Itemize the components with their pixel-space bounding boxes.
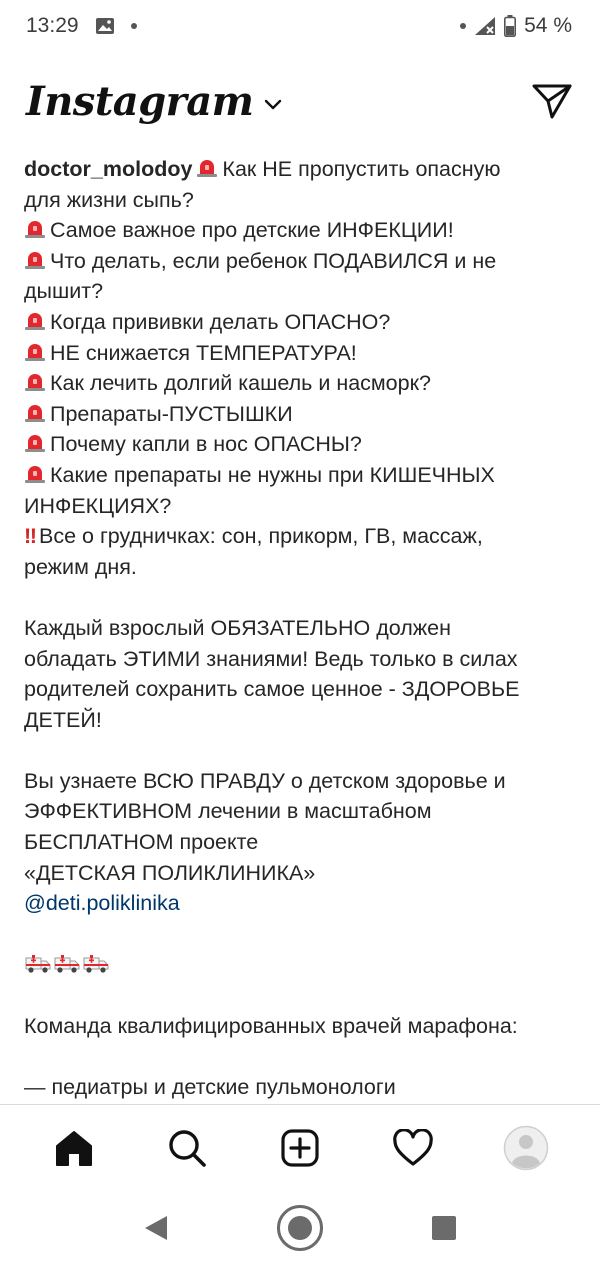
ambulance-icon [82,952,110,974]
signal-icon [474,16,496,36]
image-icon [95,17,115,35]
police-siren-icon [24,311,46,331]
system-recents-button[interactable] [372,1198,516,1258]
activity-heart-icon [392,1129,434,1167]
nav-activity-button[interactable] [383,1118,443,1178]
battery-percent: 54 % [524,14,572,37]
search-icon [167,1128,207,1168]
nav-search-button[interactable] [157,1118,217,1178]
post-caption: doctor_molodoy Как НЕ пропустить опасную для жизни сыпь? Самое важное про детские ИНФЕКЦИИ! Что делать, если ребенок ПОДАВИЛСЯ и не дышит? Когда прививки делать ОПАСНО? НЕ снижается ТЕМПЕРАТУРА! Как лечить долгий кашель и насморк? Препараты-ПУСТЫШКИ Почему капли в нос ОПАСНЫ? Какие препараты не нужны при КИШЕЧНЫХ ИНФЕКЦИЯХ? ‼ Все о грудничках: сон, прикорм, ГВ, массаж, режим дня. Каждый взрослый ОБЯЗАТЕЛЬНО должен обладать ЭТИМИ знаниями! Ведь только в силах родителей сохранить самое ценное - ЗДОРОВЬЕ ДЕТЕЙ! Вы узнаете ВСЮ ПРАВДУ о детском здоровье и ЭФФЕКТИВНОМ лечении в масштабном БЕСПЛАТНОМ проекте «ДЕТСКАЯ ПОЛИКЛИНИКА» @deti.poliklinika Команда квалифицированных врачей марафона: — педиатры и детские пульмонологи [24,154,580,1102]
double-exclamation-icon: ‼ [24,524,35,549]
system-back-button[interactable] [84,1198,228,1258]
battery-icon [504,15,516,37]
system-navigation [0,1190,600,1266]
home-circle-icon [276,1204,324,1252]
back-icon [143,1214,169,1242]
police-siren-icon [24,464,46,484]
system-home-button[interactable] [228,1198,372,1258]
police-siren-icon [24,403,46,423]
police-siren-icon [24,372,46,392]
notification-dot-icon [131,23,137,29]
ambulance-icon [24,952,52,974]
nav-home-button[interactable] [44,1118,104,1178]
profile-avatar-icon [503,1125,549,1171]
direct-send-icon [532,83,572,119]
nav-new-post-button[interactable] [270,1118,330,1178]
police-siren-icon [24,250,46,270]
status-dot-icon [460,23,466,29]
police-siren-icon [24,433,46,453]
police-siren-icon [196,158,218,178]
police-siren-icon [24,219,46,239]
police-siren-icon [24,342,46,362]
direct-send-button[interactable] [532,83,572,119]
nav-profile-button[interactable] [496,1118,556,1178]
status-bar [0,0,600,52]
caption-line: doctor_molodoy Как НЕ пропустить опасную [24,157,501,181]
instagram-logo[interactable]: Instagram [26,77,254,125]
bottom-navigation [0,1104,600,1190]
home-icon [54,1129,94,1167]
ambulance-icon [53,952,81,974]
status-time: 13:29 [26,14,79,37]
recents-square-icon [431,1215,457,1241]
chevron-down-icon[interactable] [264,99,282,111]
post-author[interactable]: doctor_molodoy [24,157,193,181]
mention-link[interactable]: @deti.poliklinika [24,891,180,916]
new-post-icon [280,1128,320,1168]
app-header [0,62,600,140]
